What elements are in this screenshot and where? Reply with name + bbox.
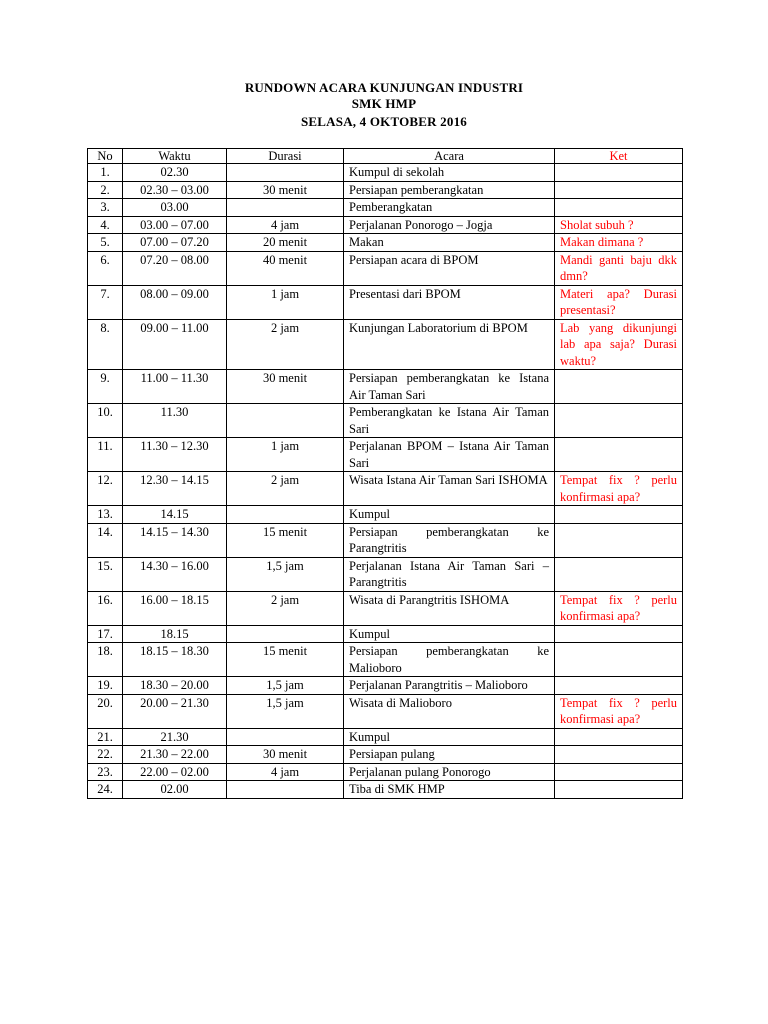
cell-waktu: 18.30 – 20.00 [123, 677, 227, 695]
cell-acara: Kumpul [344, 625, 555, 643]
table-row [88, 557, 683, 591]
cell-ket [555, 763, 683, 781]
cell-ket: Sholat subuh ? [555, 216, 683, 234]
cell-durasi: 30 menit [227, 181, 344, 199]
cell-no: 17. [88, 625, 123, 643]
cell-waktu: 11.30 – 12.30 [123, 438, 227, 472]
cell-acara: Perjalanan Parangtritis – Malioboro [344, 677, 555, 695]
cell-no: 24. [88, 781, 123, 799]
table-row [88, 319, 683, 370]
document-title: RUNDOWN ACARA KUNJUNGAN INDUSTRI [244, 80, 524, 95]
cell-durasi [227, 404, 344, 438]
cell-no: 16. [88, 591, 123, 625]
cell-no: 6. [88, 251, 123, 285]
cell-durasi [227, 506, 344, 524]
cell-ket: Lab yang dikunjungi lab apa saja? Durasi waktu? [555, 319, 683, 370]
cell-no: 13. [88, 506, 123, 524]
cell-ket [555, 404, 683, 438]
cell-durasi: 4 jam [227, 763, 344, 781]
cell-durasi: 4 jam [227, 216, 344, 234]
cell-ket [555, 781, 683, 799]
cell-acara: Wisata di Parangtritis ISHOMA [344, 591, 555, 625]
cell-waktu: 02.30 [123, 164, 227, 182]
cell-durasi: 2 jam [227, 472, 344, 506]
cell-acara: Pemberangkatan [344, 199, 555, 217]
rundown-table [87, 148, 683, 799]
table-row [88, 506, 683, 524]
cell-acara: Pemberangkatan ke Istana Air Taman Sari [344, 404, 555, 438]
cell-durasi: 1,5 jam [227, 677, 344, 695]
cell-ket [555, 677, 683, 695]
cell-durasi: 30 menit [227, 746, 344, 764]
cell-waktu: 07.20 – 08.00 [123, 251, 227, 285]
cell-durasi: 1,5 jam [227, 694, 344, 728]
header-ket: Ket [555, 149, 683, 164]
table-row [88, 625, 683, 643]
cell-no: 20. [88, 694, 123, 728]
cell-waktu: 12.30 – 14.15 [123, 472, 227, 506]
cell-acara: Persiapan acara di BPOM [344, 251, 555, 285]
cell-ket [555, 506, 683, 524]
cell-no: 1. [88, 164, 123, 182]
cell-acara: Tiba di SMK HMP [344, 781, 555, 799]
cell-durasi [227, 625, 344, 643]
cell-ket [555, 438, 683, 472]
cell-no: 5. [88, 234, 123, 252]
cell-durasi: 30 menit [227, 370, 344, 404]
cell-no: 3. [88, 199, 123, 217]
table-row [88, 781, 683, 799]
table-row [88, 677, 683, 695]
table-row [88, 643, 683, 677]
cell-durasi: 15 menit [227, 643, 344, 677]
cell-acara: Persiapan pulang [344, 746, 555, 764]
cell-ket: Tempat fix ? perlu konfirmasi apa? [555, 472, 683, 506]
table-row [88, 523, 683, 557]
cell-acara: Kumpul di sekolah [344, 164, 555, 182]
cell-ket: Tempat fix ? perlu konfirmasi apa? [555, 591, 683, 625]
header-acara: Acara [344, 149, 555, 164]
cell-ket [555, 199, 683, 217]
cell-ket [555, 523, 683, 557]
cell-acara: Wisata di Malioboro [344, 694, 555, 728]
cell-durasi [227, 728, 344, 746]
cell-acara: Persiapan pemberangkatan ke Malioboro [344, 643, 555, 677]
cell-waktu: 09.00 – 11.00 [123, 319, 227, 370]
cell-durasi: 20 menit [227, 234, 344, 252]
table-row [88, 472, 683, 506]
cell-waktu: 02.00 [123, 781, 227, 799]
cell-no: 19. [88, 677, 123, 695]
cell-ket: Tempat fix ? perlu konfirmasi apa? [555, 694, 683, 728]
cell-acara: Presentasi dari BPOM [344, 285, 555, 319]
cell-durasi: 1,5 jam [227, 557, 344, 591]
cell-waktu: 03.00 – 07.00 [123, 216, 227, 234]
cell-waktu: 14.30 – 16.00 [123, 557, 227, 591]
cell-acara: Persiapan pemberangkatan ke Parangtritis [344, 523, 555, 557]
table-row [88, 216, 683, 234]
cell-durasi [227, 781, 344, 799]
table-row [88, 694, 683, 728]
cell-durasi: 15 menit [227, 523, 344, 557]
cell-waktu: 07.00 – 07.20 [123, 234, 227, 252]
cell-no: 21. [88, 728, 123, 746]
cell-ket: Mandi ganti baju dkk dmn? [555, 251, 683, 285]
header-no: No [88, 149, 123, 164]
cell-ket [555, 746, 683, 764]
cell-waktu: 21.30 [123, 728, 227, 746]
cell-ket [555, 728, 683, 746]
table-row [88, 438, 683, 472]
event-date: SELASA, 4 OKTOBER 2016 [301, 114, 467, 129]
cell-no: 10. [88, 404, 123, 438]
cell-acara: Wisata Istana Air Taman Sari ISHOMA [344, 472, 555, 506]
cell-ket [555, 370, 683, 404]
table-row [88, 591, 683, 625]
cell-waktu: 22.00 – 02.00 [123, 763, 227, 781]
cell-no: 18. [88, 643, 123, 677]
cell-no: 8. [88, 319, 123, 370]
cell-no: 12. [88, 472, 123, 506]
cell-acara: Kunjungan Laboratorium di BPOM [344, 319, 555, 370]
cell-waktu: 14.15 – 14.30 [123, 523, 227, 557]
cell-durasi: 40 menit [227, 251, 344, 285]
cell-no: 4. [88, 216, 123, 234]
table-row [88, 728, 683, 746]
cell-no: 11. [88, 438, 123, 472]
cell-acara: Perjalanan BPOM – Istana Air Taman Sari [344, 438, 555, 472]
cell-durasi: 2 jam [227, 319, 344, 370]
header-waktu: Waktu [123, 149, 227, 164]
cell-ket [555, 557, 683, 591]
cell-waktu: 18.15 – 18.30 [123, 643, 227, 677]
cell-durasi: 1 jam [227, 438, 344, 472]
table-row [88, 404, 683, 438]
cell-acara: Perjalanan Istana Air Taman Sari – Parangtritis [344, 557, 555, 591]
cell-acara: Kumpul [344, 506, 555, 524]
table-row [88, 234, 683, 252]
cell-ket: Makan dimana ? [555, 234, 683, 252]
cell-waktu: 03.00 [123, 199, 227, 217]
cell-acara: Makan [344, 234, 555, 252]
cell-no: 14. [88, 523, 123, 557]
table-row [88, 164, 683, 182]
header-durasi: Durasi [227, 149, 344, 164]
cell-waktu: 20.00 – 21.30 [123, 694, 227, 728]
cell-ket [555, 164, 683, 182]
table-row [88, 181, 683, 199]
table-row [88, 370, 683, 404]
cell-durasi: 1 jam [227, 285, 344, 319]
cell-durasi [227, 164, 344, 182]
cell-waktu: 16.00 – 18.15 [123, 591, 227, 625]
cell-no: 7. [88, 285, 123, 319]
cell-no: 2. [88, 181, 123, 199]
cell-waktu: 14.15 [123, 506, 227, 524]
cell-acara: Persiapan pemberangkatan ke Istana Air Taman Sari [344, 370, 555, 404]
cell-no: 9. [88, 370, 123, 404]
cell-acara: Perjalanan pulang Ponorogo [344, 763, 555, 781]
table-body [88, 164, 683, 799]
cell-no: 15. [88, 557, 123, 591]
cell-waktu: 11.30 [123, 404, 227, 438]
table-row [88, 199, 683, 217]
table-row [88, 251, 683, 285]
cell-ket [555, 643, 683, 677]
cell-waktu: 02.30 – 03.00 [123, 181, 227, 199]
cell-no: 23. [88, 763, 123, 781]
cell-acara: Perjalanan Ponorogo – Jogja [344, 216, 555, 234]
table-row [88, 285, 683, 319]
cell-waktu: 18.15 [123, 625, 227, 643]
cell-no: 22. [88, 746, 123, 764]
cell-acara: Kumpul [344, 728, 555, 746]
cell-acara: Persiapan pemberangkatan [344, 181, 555, 199]
table-row [88, 763, 683, 781]
school-name: SMK HMP [351, 96, 417, 111]
cell-waktu: 08.00 – 09.00 [123, 285, 227, 319]
table-header-row [88, 149, 683, 164]
cell-waktu: 21.30 – 22.00 [123, 746, 227, 764]
table-row [88, 746, 683, 764]
cell-durasi: 2 jam [227, 591, 344, 625]
cell-ket [555, 181, 683, 199]
cell-ket: Materi apa? Durasi presentasi? [555, 285, 683, 319]
cell-ket [555, 625, 683, 643]
cell-durasi [227, 199, 344, 217]
cell-waktu: 11.00 – 11.30 [123, 370, 227, 404]
